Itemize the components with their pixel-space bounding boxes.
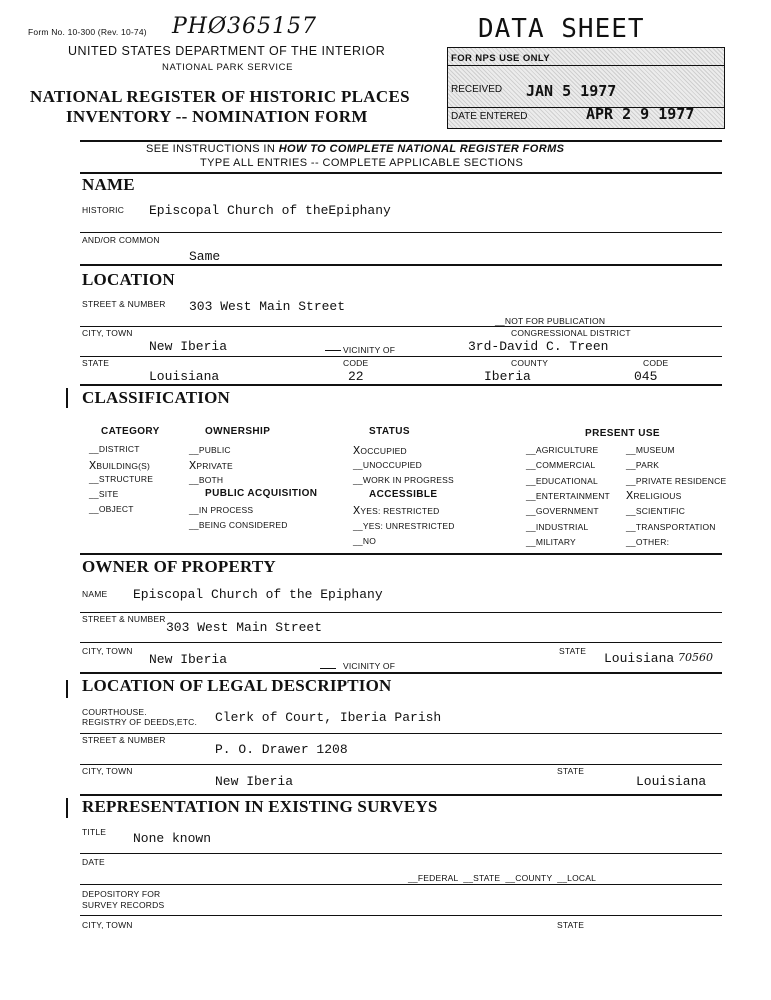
status-unoccupied: __UNOCCUPIED xyxy=(353,460,422,470)
depository-label-line2: SURVEY RECORDS xyxy=(82,900,165,910)
ownership-private: XPRIVATE xyxy=(189,459,233,473)
public-acquisition-heading: PUBLIC ACQUISITION xyxy=(205,488,318,499)
date-entered-value: APR 2 9 1977 xyxy=(586,105,695,123)
accessible-yes-restricted: XYES: RESTRICTED xyxy=(353,504,440,518)
ownership-both: __BOTH xyxy=(189,475,224,485)
owner-name-value: Episcopal Church of the Epiphany xyxy=(133,587,383,602)
use-entertainment: __ENTERTAINMENT xyxy=(526,491,610,501)
header-divider xyxy=(80,140,722,142)
location-state-value: Louisiana xyxy=(149,369,220,384)
use-religious: XRELIGIOUS xyxy=(626,489,682,503)
owner-city-label: CITY, TOWN xyxy=(82,646,133,656)
owner-street-value: 303 West Main Street xyxy=(166,620,323,635)
legal-city-label: CITY, TOWN xyxy=(82,766,133,776)
historic-label: HISTORIC xyxy=(82,205,125,215)
instructions-line1: SEE INSTRUCTIONS IN HOW TO COMPLETE NATIONAL REGISTER FORMS xyxy=(146,143,565,155)
county-label: COUNTY xyxy=(511,358,549,368)
form-title-line1: NATIONAL REGISTER OF HISTORIC PLACES xyxy=(30,87,410,106)
section-surveys-heading: REPRESENTATION IN EXISTING SURVEYS xyxy=(82,797,438,816)
form-title-line2: INVENTORY -- NOMINATION FORM xyxy=(66,107,368,126)
courthouse-label-line2: REGISTRY OF DEEDS,ETC. xyxy=(82,717,198,727)
acquisition-being-considered: __BEING CONSIDERED xyxy=(189,520,288,530)
category-heading: CATEGORY xyxy=(101,426,160,437)
owner-city-value: New Iberia xyxy=(149,652,228,667)
use-transportation: __TRANSPORTATION xyxy=(626,522,716,532)
use-commercial: __COMMERCIAL xyxy=(526,460,596,470)
acquisition-in-process: __IN PROCESS xyxy=(189,505,254,515)
status-work-in-progress: __WORK IN PROGRESS xyxy=(353,475,454,485)
data-sheet-label: DATA SHEET xyxy=(478,14,645,44)
survey-title-label: TITLE xyxy=(82,827,107,837)
common-name-label: AND/OR COMMON xyxy=(82,235,160,245)
county-code-value: 045 xyxy=(634,369,658,384)
owner-vicinity-label: VICINITY OF xyxy=(343,661,396,671)
section-legal-heading: LOCATION OF LEGAL DESCRIPTION xyxy=(82,676,392,695)
use-agriculture: __AGRICULTURE xyxy=(526,445,599,455)
accessible-heading: ACCESSIBLE xyxy=(369,489,438,500)
category-district: __DISTRICT xyxy=(89,444,140,454)
use-museum: __MUSEUM xyxy=(626,445,675,455)
use-government: __GOVERNMENT xyxy=(526,506,599,516)
instructions-line2: TYPE ALL ENTRIES -- COMPLETE APPLICABLE SECTIONS xyxy=(200,157,524,169)
margin-mark xyxy=(66,388,68,408)
not-for-publication: __NOT FOR PUBLICATION xyxy=(495,316,606,326)
depository-label-line1: DEPOSITORY FOR xyxy=(82,889,161,899)
owner-name-label: NAME xyxy=(82,589,108,599)
congressional-district-label: CONGRESSIONAL DISTRICT xyxy=(511,328,631,338)
category-buildings: XBUILDING(S) xyxy=(89,459,151,473)
location-city-label: CITY, TOWN xyxy=(82,328,133,338)
county-code-label: CODE xyxy=(643,358,669,368)
present-use-heading: PRESENT USE xyxy=(585,428,660,439)
status-occupied: XOCCUPIED xyxy=(353,444,407,458)
date-entered-label: DATE ENTERED xyxy=(451,111,528,122)
owner-zip-handwritten: 70560 xyxy=(678,651,713,664)
status-heading: STATUS xyxy=(369,426,410,437)
section-owner-heading: OWNER OF PROPERTY xyxy=(82,557,276,576)
received-label: RECEIVED xyxy=(451,84,503,95)
owner-state-value: Louisiana xyxy=(604,651,675,666)
ownership-public: __PUBLIC xyxy=(189,445,231,455)
courthouse-label-line1: COURTHOUSE. xyxy=(82,707,147,717)
location-state-label: STATE xyxy=(82,358,110,368)
location-street-label: STREET & NUMBER xyxy=(82,299,166,309)
margin-mark xyxy=(66,798,68,818)
survey-state-label: STATE xyxy=(557,920,585,930)
nps-use-box xyxy=(447,47,725,129)
received-date: JAN 5 1977 xyxy=(526,82,617,100)
use-private-residence: __PRIVATE RESIDENCE xyxy=(626,476,727,486)
legal-city-value: New Iberia xyxy=(215,774,294,789)
survey-title-value: None known xyxy=(133,831,212,846)
category-object: __OBJECT xyxy=(89,504,134,514)
use-scientific: __SCIENTIFIC xyxy=(626,506,686,516)
nps-use-label: FOR NPS USE ONLY xyxy=(451,53,550,64)
state-code-value: 22 xyxy=(348,369,364,384)
ownership-heading: OWNERSHIP xyxy=(205,426,271,437)
historic-name-value: Episcopal Church of theEpiphany xyxy=(149,203,391,218)
use-industrial: __INDUSTRIAL xyxy=(526,522,589,532)
form-number: Form No. 10-300 (Rev. 10-74) xyxy=(28,27,147,37)
common-name-value: Same xyxy=(189,249,221,264)
owner-street-label: STREET & NUMBER xyxy=(82,614,166,624)
category-site: __SITE xyxy=(89,489,119,499)
survey-date-label: DATE xyxy=(82,857,105,867)
legal-state-value: Louisiana xyxy=(636,774,707,789)
accessible-no: __NO xyxy=(353,536,377,546)
courthouse-value: Clerk of Court, Iberia Parish xyxy=(215,710,442,725)
margin-mark xyxy=(66,680,68,698)
legal-state-label: STATE xyxy=(557,766,585,776)
congressional-district-value: 3rd-David C. Treen xyxy=(468,339,609,354)
location-street-value: 303 West Main Street xyxy=(189,299,346,314)
department-name: UNITED STATES DEPARTMENT OF THE INTERIOR xyxy=(68,44,386,58)
location-vicinity-label: VICINITY OF xyxy=(343,345,396,355)
survey-levels: __FEDERAL __STATE __COUNTY __LOCAL xyxy=(408,873,597,883)
section-location-heading: LOCATION xyxy=(82,270,175,289)
section-classification-heading: CLASSIFICATION xyxy=(82,388,230,407)
legal-street-label: STREET & NUMBER xyxy=(82,735,166,745)
state-code-label: CODE xyxy=(343,358,369,368)
legal-street-value: P. O. Drawer 1208 xyxy=(215,742,348,757)
category-structure: __STRUCTURE xyxy=(89,474,154,484)
handwritten-reference: PHØ365157 xyxy=(172,14,318,39)
use-educational: __EDUCATIONAL xyxy=(526,476,598,486)
use-other: __OTHER: xyxy=(626,537,670,547)
agency-name: NATIONAL PARK SERVICE xyxy=(162,62,294,73)
use-military: __MILITARY xyxy=(526,537,576,547)
use-park: __PARK xyxy=(626,460,660,470)
accessible-yes-unrestricted: __YES: UNRESTRICTED xyxy=(353,521,455,531)
section-name-heading: NAME xyxy=(82,175,135,194)
survey-city-label: CITY, TOWN xyxy=(82,920,133,930)
owner-state-label: STATE xyxy=(559,646,587,656)
county-value: Iberia xyxy=(484,369,531,384)
location-city-value: New Iberia xyxy=(149,339,228,354)
